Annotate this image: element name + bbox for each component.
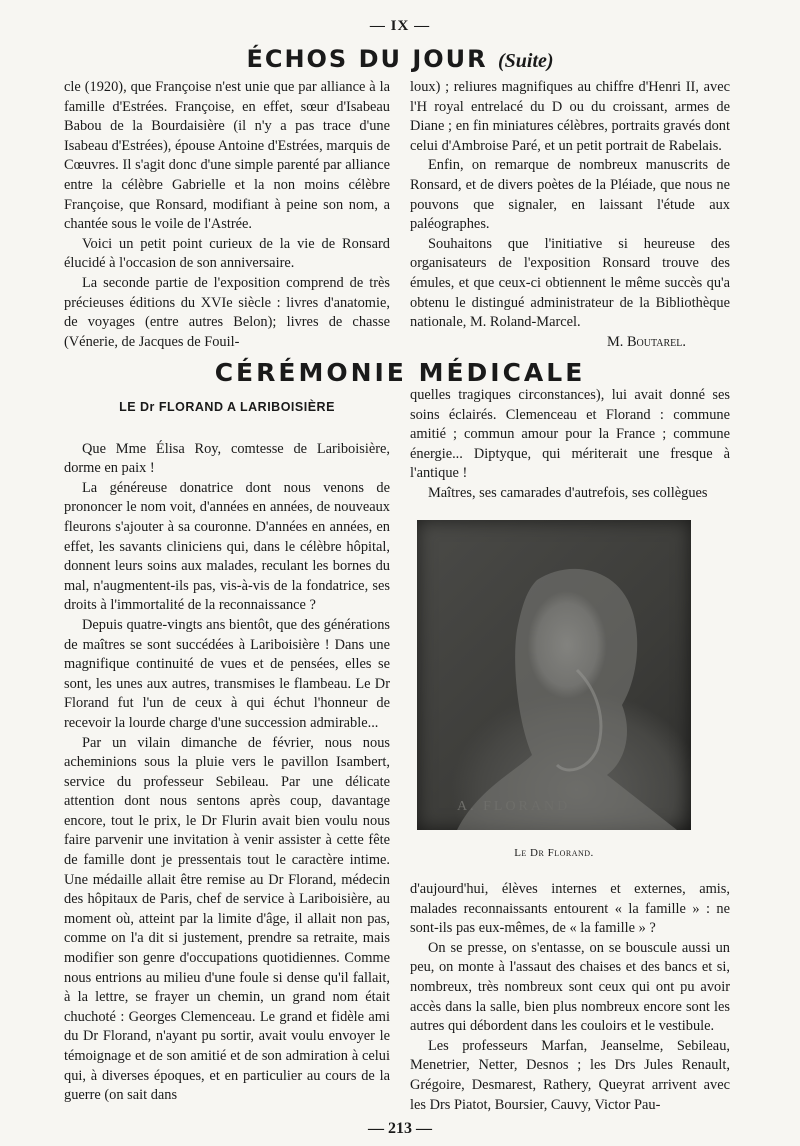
echos-right-column: [410, 78, 730, 352]
paragraph: Depuis quatre-vingts ans bientôt, que des générations de maîtres se sont succédées à Lariboisière ! Dans une magnifique continuité de vues et de pensées, elles se sont, les unes aux autres, transmises le flambeau. Le Dr Florand fut l'un de ceux à qui échut l'honneur de recevoir la lourde charge d'une succession admirable...: [64, 616, 390, 731]
portrait-medal-image: [417, 520, 691, 830]
paragraph: On se presse, on s'entasse, on se bouscule aussi un peu, on monte à l'assaut des chaises et des bancs et si, nombreux, très nombreux sont ceux qui ont pu avoir accès dans la salle, bien plus nombreux encore sont les autres qui débordent dans les couloirs et le vestibule.: [410, 939, 730, 1035]
paragraph: Que Mme Élisa Roy, comtesse de Lariboisière, dorme en paix !: [64, 440, 390, 477]
paragraph: loux) ; reliures magnifiques au chiffre d'Henri II, avec l'H royal entrelacé du D ou du croissant, armes de Diane ; en fin miniatures célèbres, portraits gravés dont celui d'Ambroise Paré, et un petit portrait de Rabelais.: [410, 79, 730, 154]
ceremonie-right-top-column: [410, 386, 730, 504]
ceremonie-right-bottom-column: [410, 880, 730, 1115]
paragraph: Par un vilain dimanche de février, nous nous acheminions sous la pluie vers le pavillon Isambert, service du professeur Sebileau. Par une délicate attention dont nous sentons après coup, davantage encore, tout le prix, le Dr Flurin avait bien voulu nous faire parvenir une invitation à venir assister à cette fête de famille dont je pressentais tout le caractère intime. Une médaille allait être remise au Dr Florand, médecin des hôpitaux de Paris, chef de service à Lariboisière, au moment où, atteint par la limite d'âge, il allait non pas, comme on l'a dit si justement, prendre sa retraite, mais modifier son genre d'occupations quotidiennes. Comme nous entrions au milieu d'une foule si dense qu'il fallait, à la lettre, se frayer un chemin, un grand nom était chuchoté : Georges Clemenceau. Le grand et fidèle ami du Dr Florand, n'ayant pu sortir, avait voulu envoyer le témoignage et de son amitié et de son admiration à celui qui, à diverses époques, et en particulier au cours de la guerre (on sait dans: [64, 734, 390, 1104]
paragraph: La seconde partie de l'exposition comprend de très précieuses éditions du XVIe siècle : livres d'anatomie, de voyages (entre autres Belon); livres de chasse (Vénerie, de Jacques de Fouil-: [64, 274, 390, 350]
echos-title-text: ÉCHOS DU JOUR: [246, 45, 488, 73]
ceremonie-left-column: [64, 388, 390, 1106]
paragraph: Voici un petit point curieux de la vie de Ronsard élucidé à l'occasion de son anniversaire.: [64, 235, 390, 272]
paragraph: Enfin, on remarque de nombreux manuscrits de Ronsard, et de divers poètes de la Pléiade, que nous ne pouvons que signaler, en laissant l'étude aux paléographes.: [410, 157, 730, 233]
paragraph: Souhaitons que l'initiative si heureuse des organisateurs de l'exposition Ronsard trouve des émules, et que ceux-ci obtiennent le même succès qu'a obtenu le distingué administrateur de la Bibliothèque nationale, M. Roland-Marcel.: [410, 235, 730, 331]
paragraph: La généreuse donatrice dont nous venons de prononcer le nom voit, d'années en années, de nouveaux fleurons s'ajouter à sa couronne. D'années en années, en effet, les savants cliniciens qui, dans le célèbre hôpital, donnent leurs soins aux malades, reculant les bornes du mal, n'augmentent-ils pas, vis-à-vis de la fondatrice, ses droits à l'immortalité de la reconnaissance ?: [64, 479, 390, 614]
profile-relief-icon: [417, 520, 691, 830]
ceremonie-title: CÉRÉMONIE MÉDICALE: [214, 358, 586, 387]
signature: M. Boutarel.: [606, 333, 686, 350]
portrait-caption: Le Dr Florand.: [514, 847, 594, 859]
paragraph: Les professeurs Marfan, Jeanselme, Sebileau, Menetrier, Netter, Desnos ; les Drs Jules Renault, Grégoire, Desmarest, Rathery, Queyrat arrivent avec les Drs Piatot, Boursier, Cauvy, Victor Pau-: [410, 1037, 730, 1113]
paragraph: d'aujourd'hui, élèves internes et externes, amis, malades reconnaissants entourent « la famille » : ne sont-ils pas eux-mêmes, de « la famille » ?: [410, 881, 730, 937]
echos-suite: (Suite): [498, 50, 554, 72]
svg-text:A. FLORAND: A. FLORAND: [457, 799, 571, 814]
page-number-footer: — 213 —: [368, 1120, 432, 1137]
paragraph: Maîtres, ses camarades d'autrefois, ses collègues: [428, 484, 708, 501]
echos-title: [0, 45, 800, 73]
paragraph: cle (1920), que Françoise n'est unie que par alliance à la famille d'Estrées. Françoise, en effet, sœur d'Isabeau Babou de la Bourdaisière (il n'y a pas trace d'une Isabeau d'Estrées), épouse Antoine d'Estrées, marquis de Cœuvres. Il s'agit donc d'une simple parenté par alliance entre la célèbre Gabrielle et la non moins célèbre Françoise, que Ronsard, modifiant à peine son nom, a chantée sous le voile de l'Astrée.: [64, 79, 390, 233]
page-header-roman: — IX —: [369, 18, 431, 34]
echos-left-column: [64, 78, 390, 352]
paragraph: quelles tragiques circonstances), lui avait donné ses soins éclairés. Clemenceau et Florand : commune amitié ; commun amour pour la France ; commune énergie... Diptyque, qui mériterait une fresque à l'antique !: [410, 387, 730, 482]
article-subheading: LE Dr FLORAND A LARIBOISIÈRE: [119, 400, 335, 414]
